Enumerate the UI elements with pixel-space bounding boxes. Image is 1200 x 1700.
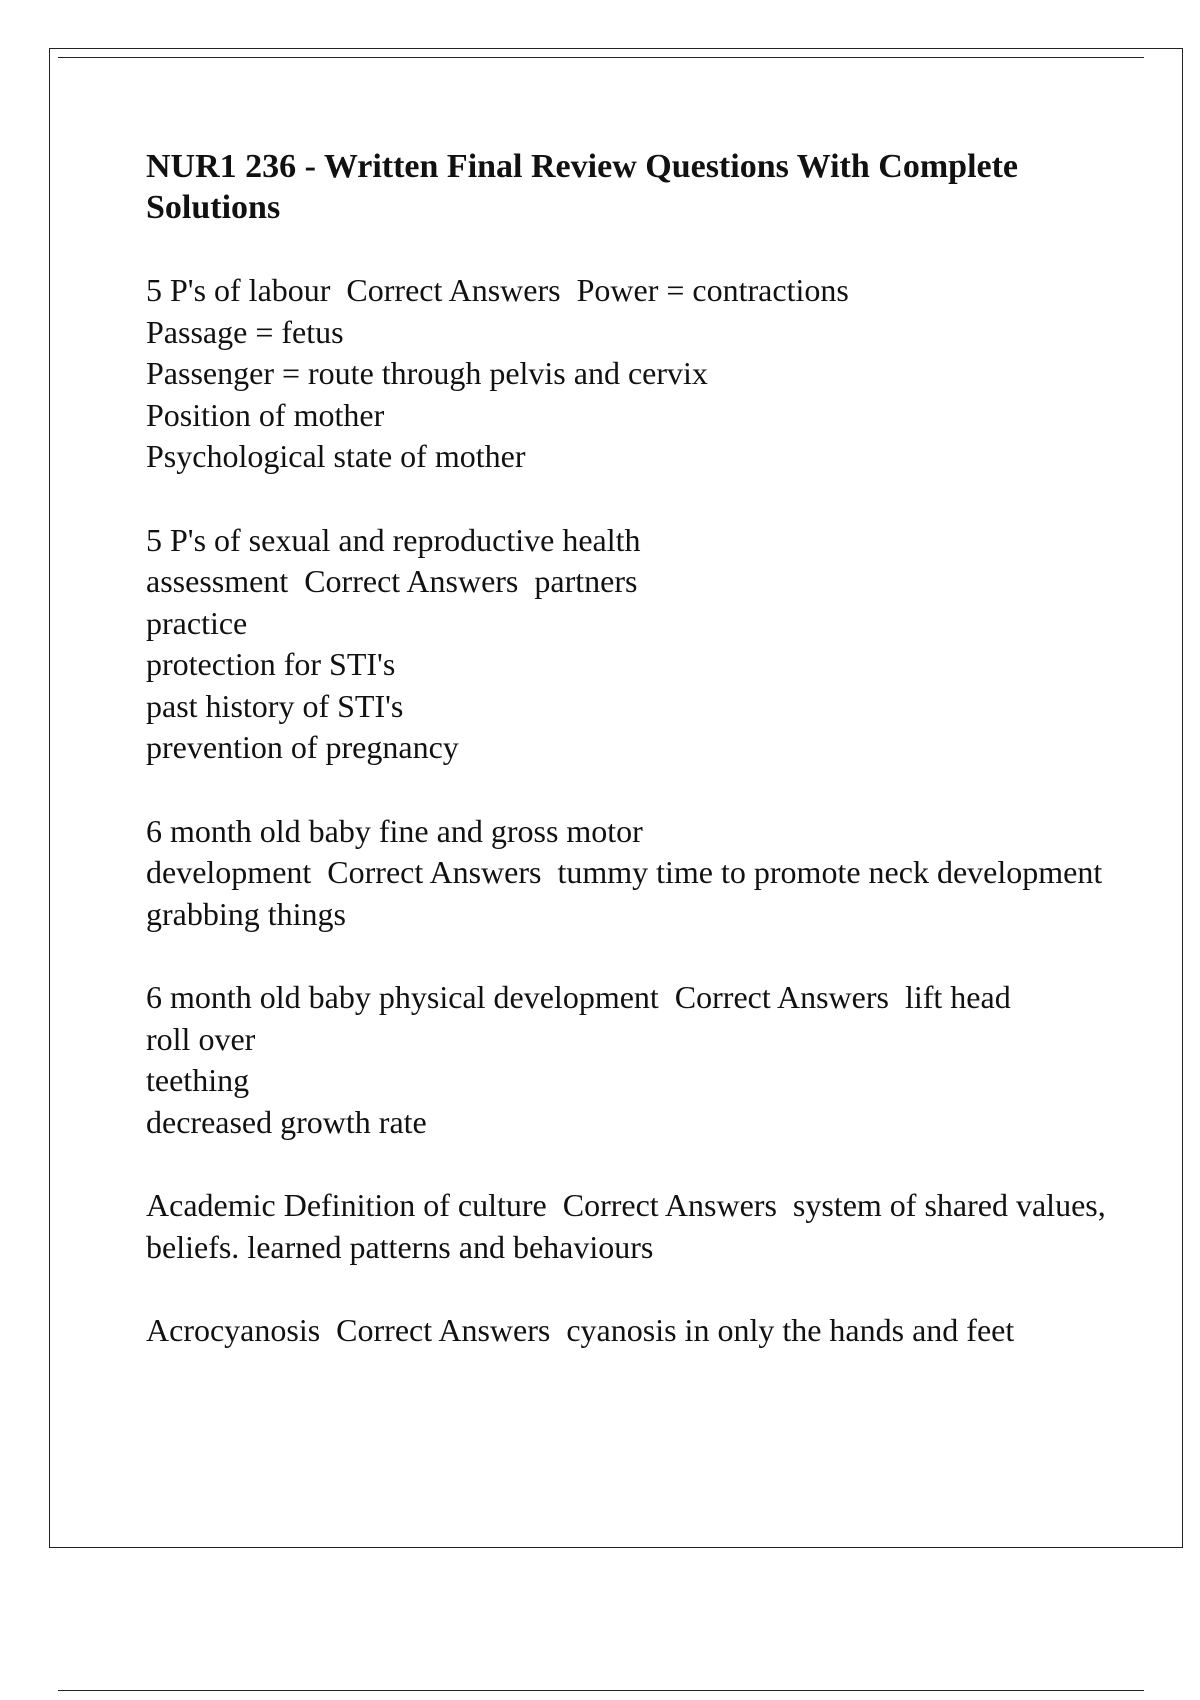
answer-line: Passenger = route through pelvis and cervix	[146, 355, 708, 391]
answer-line: cyanosis in only the hands and feet	[566, 1312, 1015, 1348]
question-text: Academic Definition of culture	[146, 1187, 547, 1223]
answer-line: system of shared values, beliefs. learned patterns and behaviours	[146, 1187, 1114, 1265]
qa-entry	[146, 811, 1106, 936]
answer-line: Power = contractions	[576, 272, 849, 308]
correct-answers-label: Correct Answers	[346, 272, 561, 308]
answer-line: roll over	[146, 1020, 256, 1057]
correct-answers-label: Correct Answers	[674, 979, 889, 1015]
answer-line: Passage = fetus	[146, 313, 344, 350]
answer-line: partners	[534, 563, 638, 599]
answer-line: grabbing things	[146, 895, 346, 932]
qa-entry	[146, 270, 1106, 478]
correct-answers-label: Correct Answers	[304, 563, 519, 599]
answer-line: practice	[146, 604, 248, 641]
answer-line: lift head	[904, 979, 1011, 1015]
answer-line: tummy time to promote neck development	[557, 854, 1103, 890]
bottom-rule	[58, 1690, 1144, 1691]
question-text: Acrocyanosis	[146, 1312, 321, 1348]
answer-line: past history of STI's	[146, 687, 404, 724]
question-text: 6 month old baby physical development	[146, 979, 659, 1015]
question-text: 5 P's of sexual and reproductive health assessment	[146, 521, 649, 599]
document-title: NUR1 236 - Written Final Review Questions With Complete Solutions	[146, 148, 1019, 226]
answer-line: Psychological state of mother	[146, 438, 526, 474]
answer-line: protection for STI's	[146, 646, 396, 682]
answer-line: decreased growth rate	[146, 1103, 427, 1140]
question-text: 6 month old baby fine and gross motor development	[146, 812, 651, 890]
answer-line: Position of mother	[146, 396, 385, 433]
answer-line: prevention of pregnancy	[146, 729, 459, 765]
qa-entry	[146, 1185, 1114, 1268]
document-body	[146, 146, 1114, 1394]
answer-line: teething	[146, 1062, 250, 1098]
correct-answers-label: Correct Answers	[327, 854, 542, 890]
question-text: 5 P's of labour	[146, 272, 331, 308]
qa-entry	[146, 977, 1106, 1143]
top-rule	[58, 57, 1144, 58]
qa-entry	[146, 1310, 1106, 1352]
correct-answers-label: Correct Answers	[336, 1312, 551, 1348]
qa-entry	[146, 520, 1106, 769]
correct-answers-label: Correct Answers	[562, 1187, 777, 1223]
